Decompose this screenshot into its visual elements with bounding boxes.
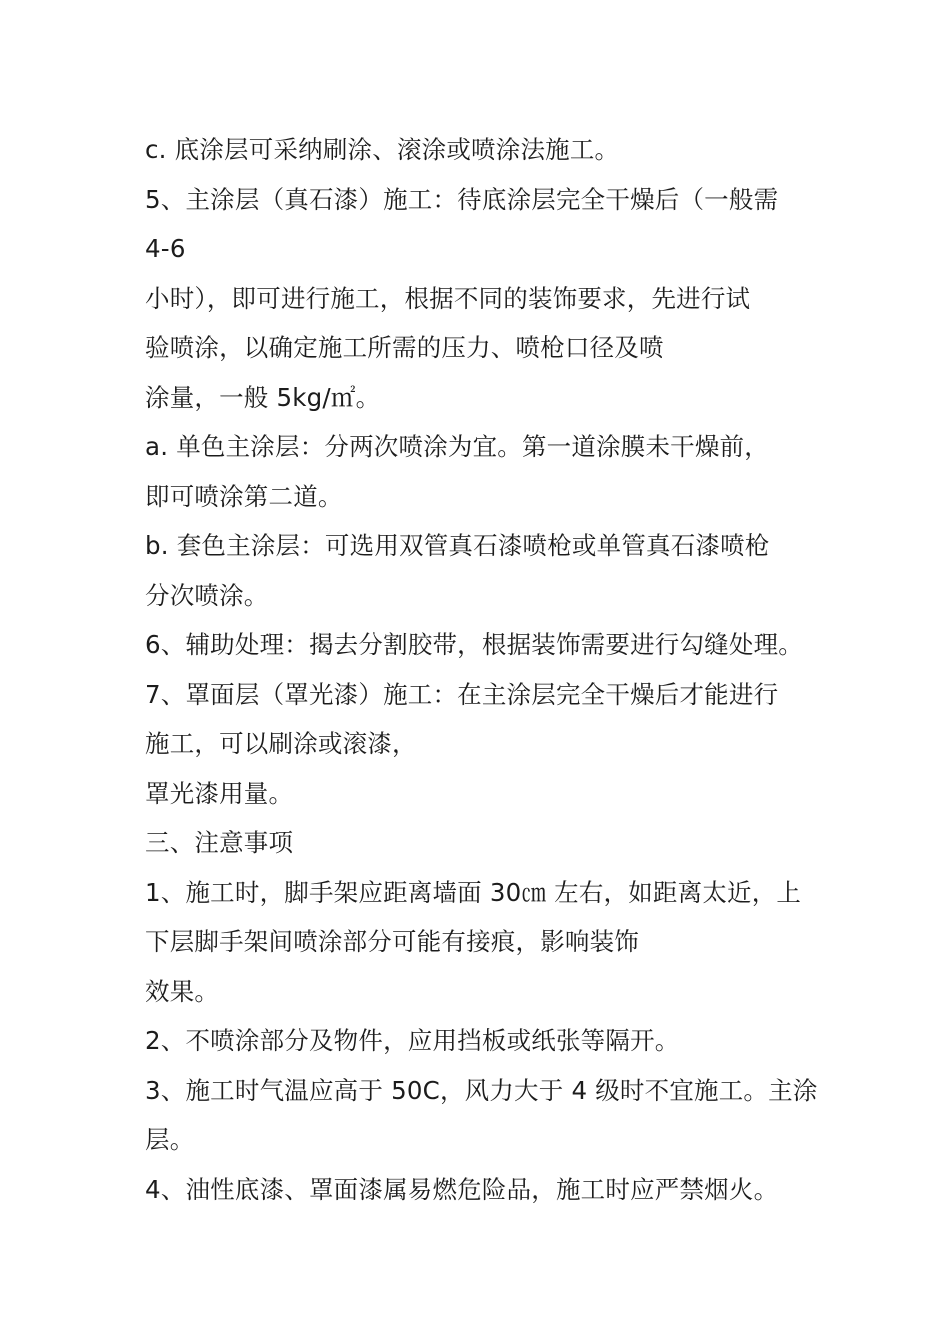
text-line: 小时），即可进行施工，根据不同的装饰要求，先进行试 bbox=[145, 283, 751, 313]
text-line: 1、施工时，脚手架应距离墙面 30㎝ 左右，如距离太近，上 bbox=[145, 877, 802, 907]
text-line: 层。 bbox=[145, 1125, 195, 1154]
section-heading: 三、注意事项 bbox=[145, 828, 294, 857]
text-line: 3、施工时气温应高于 50C，风力大于 4 级时不宜施工。主涂 bbox=[145, 1075, 818, 1105]
document-body bbox=[145, 125, 935, 1214]
text-line: 效果。 bbox=[145, 976, 220, 1006]
text-line: 4、油性底漆、罩面漆属易燃危险品，施工时应严禁烟火。 bbox=[145, 1174, 779, 1204]
text-line: 4-6 bbox=[145, 234, 186, 263]
text-line: 6、辅助处理：揭去分割胶带，根据装饰需要进行勾缝处理。 bbox=[145, 630, 803, 659]
text-line: 下层脚手架间喷涂部分可能有接痕，影响装饰 bbox=[145, 927, 639, 956]
text-line: 罩光漆用量。 bbox=[145, 778, 294, 808]
text-line: 5、主涂层（真石漆）施工：待底涂层完全干燥后（一般需 bbox=[145, 184, 779, 214]
text-line: 7、罩面层（罩光漆）施工：在主涂层完全干燥后才能进行 bbox=[145, 679, 779, 709]
text-line: 即可喷涂第二道。 bbox=[145, 481, 343, 511]
text-line: 施工，可以刷涂或滚漆， bbox=[145, 729, 417, 758]
text-line: a. 单色主涂层：分两次喷涂为宜。第一道涂膜未干燥前， bbox=[145, 432, 769, 461]
text-line: 分次喷涂。 bbox=[145, 580, 269, 610]
text-line: 2、不喷涂部分及物件，应用挡板或纸张等隔开。 bbox=[145, 1026, 680, 1055]
text-line: 验喷涂，以确定施工所需的压力、喷枪口径及喷 bbox=[145, 333, 664, 362]
text-line: c. 底涂层可采纳刷涂、滚涂或喷涂法施工。 bbox=[145, 135, 620, 164]
text-line: 涂量，一般 5kg/㎡。 bbox=[145, 382, 381, 412]
text-line: b. 套色主涂层：可选用双管真石漆喷枪或单管真石漆喷枪 bbox=[145, 531, 770, 560]
